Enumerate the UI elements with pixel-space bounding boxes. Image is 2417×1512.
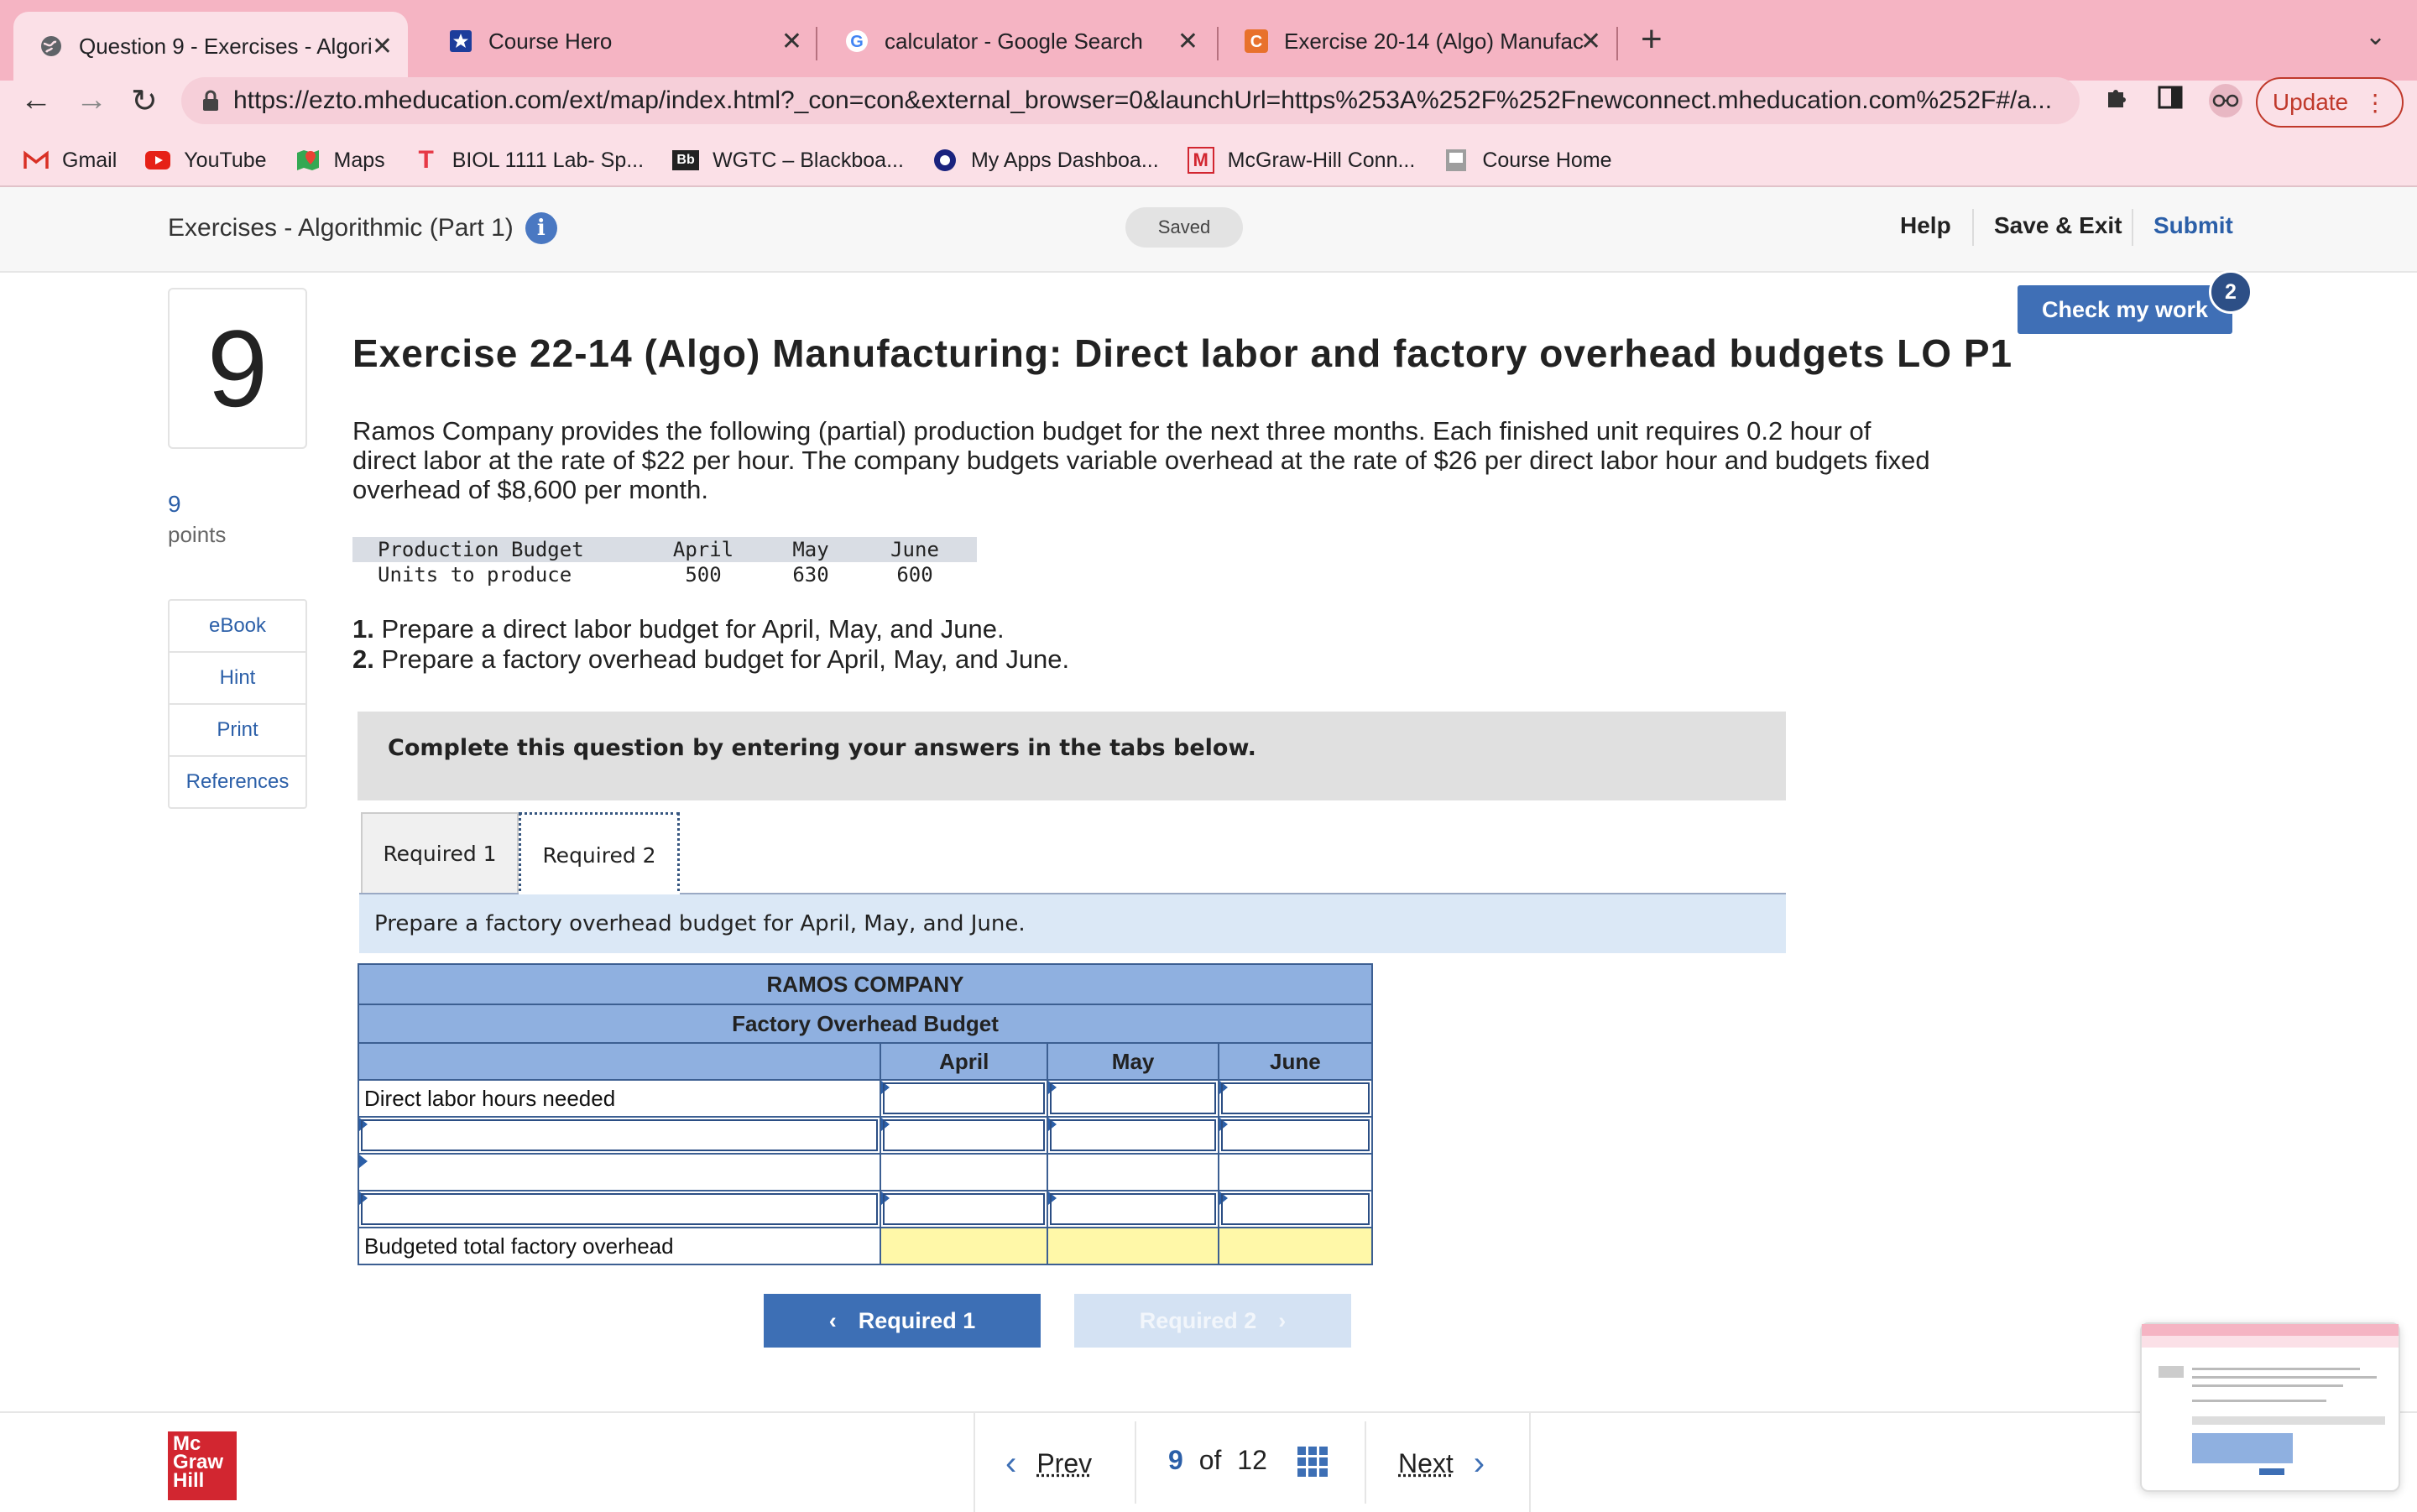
- divider: [1365, 1421, 1366, 1504]
- check-attempts-badge: 2: [2209, 270, 2253, 314]
- row-label-dropdown[interactable]: [358, 1191, 880, 1228]
- may-total: [1047, 1228, 1218, 1264]
- points-value: 9: [168, 491, 181, 517]
- production-budget-table: [352, 537, 977, 587]
- prev-question-button[interactable]: [1005, 1445, 1092, 1483]
- worksheet-company: RAMOS COMPANY: [358, 964, 1372, 1004]
- globe-icon: [39, 34, 64, 59]
- input-box[interactable]: [1221, 1119, 1370, 1151]
- current-question: 9: [1168, 1445, 1183, 1475]
- table-cell: 500: [685, 563, 722, 587]
- print-link[interactable]: Print: [170, 705, 305, 757]
- forward-arrow-icon[interactable]: →: [76, 82, 107, 117]
- info-icon[interactable]: i: [525, 212, 557, 244]
- saved-status-badge: Saved: [1125, 207, 1243, 248]
- factory-overhead-worksheet: [358, 963, 1373, 1265]
- address-bar[interactable]: [181, 77, 2080, 124]
- bookmark-label: BIOL 1111 Lab- Sp...: [452, 148, 645, 172]
- lock-icon: [201, 90, 220, 112]
- table-header: Production Budget: [378, 538, 584, 561]
- screenshot-thumbnail[interactable]: [2140, 1322, 2400, 1492]
- close-tab-icon[interactable]: ✕: [780, 27, 802, 55]
- tab-required-2[interactable]: Required 2: [519, 812, 680, 898]
- question-count: [1168, 1445, 1267, 1476]
- close-tab-icon[interactable]: ✕: [371, 32, 393, 60]
- may-input[interactable]: [1047, 1080, 1218, 1117]
- may-cell: [1047, 1154, 1218, 1191]
- save-exit-link[interactable]: Save & Exit: [1994, 212, 2122, 238]
- logo-text: Hill: [173, 1469, 205, 1492]
- may-input[interactable]: [1047, 1117, 1218, 1154]
- footer-navigation: [0, 1411, 2417, 1512]
- may-input[interactable]: [1047, 1191, 1218, 1228]
- logo-text: Mc: [173, 1432, 201, 1455]
- next-requirement-button[interactable]: [1074, 1294, 1351, 1348]
- bookmark-blackboard[interactable]: [672, 149, 904, 173]
- new-tab-icon[interactable]: +: [1641, 18, 1663, 60]
- logo-text: Graw: [173, 1451, 224, 1473]
- question-number: 9: [168, 288, 307, 449]
- bookmark-icon: T: [418, 146, 434, 174]
- question-grid-icon[interactable]: [1297, 1447, 1328, 1477]
- input-marker-icon: [359, 1155, 368, 1168]
- prev-requirement-button[interactable]: [764, 1294, 1041, 1348]
- mcgraw-hill-logo: [168, 1431, 237, 1500]
- check-my-work-button[interactable]: Check my work: [2018, 285, 2232, 334]
- close-tab-icon[interactable]: ✕: [1177, 27, 1198, 55]
- tab-title: Course Hero: [488, 28, 613, 54]
- assignment-title-text: Exercises - Algorithmic (Part 1): [168, 214, 514, 242]
- chevron-right-icon: ›: [1278, 1307, 1287, 1333]
- table-row: [358, 1080, 1372, 1117]
- gmail-icon: [23, 148, 49, 173]
- bookmark-label: WGTC – Blackboa...: [713, 148, 904, 172]
- back-arrow-icon[interactable]: ←: [20, 82, 52, 117]
- input-box[interactable]: [1221, 1193, 1370, 1225]
- bookmark-label: YouTube: [184, 148, 267, 172]
- tab-divider: [816, 27, 817, 60]
- browser-tab-question[interactable]: [13, 12, 408, 81]
- requirement-text: Prepare a factory overhead budget for April, May, and June.: [373, 644, 1070, 674]
- input-box[interactable]: [883, 1193, 1045, 1225]
- blackboard-icon: Bb: [672, 150, 699, 170]
- row-label-dropdown[interactable]: [358, 1117, 880, 1154]
- table-cell: 600: [896, 563, 933, 587]
- worksheet-title: Factory Overhead Budget: [358, 1004, 1372, 1043]
- bookmark-course-home[interactable]: [1443, 148, 1611, 173]
- input-box[interactable]: [883, 1082, 1045, 1114]
- june-input[interactable]: [1219, 1080, 1372, 1117]
- row-label-dropdown[interactable]: [358, 1154, 880, 1191]
- april-cell: [880, 1154, 1047, 1191]
- tab-required-1[interactable]: Required 1: [361, 812, 519, 893]
- table-row: [358, 1191, 1372, 1228]
- tab-prompt-banner: [359, 894, 1786, 953]
- bookmark-biol[interactable]: [414, 148, 644, 173]
- tab-title: calculator - Google Search: [885, 28, 1143, 54]
- kebab-menu-icon[interactable]: ⋮: [2363, 89, 2388, 116]
- prev-requirement-label: Required 1: [858, 1307, 976, 1333]
- browser-tab-google[interactable]: [819, 15, 1214, 67]
- chevron-down-icon[interactable]: ⌄: [2365, 23, 2387, 50]
- next-question-button[interactable]: [1398, 1445, 1485, 1483]
- bookmark-label: Maps: [333, 148, 385, 172]
- bookmark-label: McGraw-Hill Conn...: [1227, 148, 1416, 172]
- assignment-title: [168, 212, 557, 244]
- column-header-blank: [358, 1043, 880, 1080]
- april-total: [880, 1228, 1047, 1264]
- ebook-link[interactable]: eBook: [170, 601, 305, 653]
- chevron-left-icon: ‹: [1005, 1445, 1017, 1482]
- bookmarks-bar: [0, 134, 2417, 186]
- june-input[interactable]: [1219, 1191, 1372, 1228]
- profile-avatar-icon[interactable]: [2207, 82, 2244, 127]
- points-label: points: [168, 522, 227, 547]
- table-header: April: [672, 538, 734, 561]
- june-input[interactable]: [1219, 1117, 1372, 1154]
- input-box[interactable]: [1050, 1193, 1215, 1225]
- total-questions: 12: [1237, 1445, 1267, 1475]
- chegg-icon: [1244, 29, 1269, 54]
- input-box[interactable]: [883, 1119, 1045, 1151]
- input-box[interactable]: [1050, 1082, 1215, 1114]
- references-link[interactable]: References: [185, 770, 290, 793]
- bookmark-maps[interactable]: [295, 148, 385, 173]
- instruction-banner: [358, 712, 1786, 800]
- next-requirement-label: Required 2: [1139, 1307, 1257, 1333]
- column-header: June: [1219, 1043, 1372, 1080]
- bookmark-label: Gmail: [62, 148, 117, 172]
- divider: [1135, 1421, 1136, 1504]
- column-header: May: [1047, 1043, 1218, 1080]
- chevron-left-icon: ‹: [828, 1307, 837, 1333]
- table-header: June: [890, 538, 939, 561]
- help-link[interactable]: Help: [1900, 212, 1951, 238]
- reload-icon[interactable]: ↻: [131, 84, 158, 119]
- table-row: [358, 1154, 1372, 1191]
- table-row: [358, 1117, 1372, 1154]
- input-box[interactable]: [1050, 1119, 1215, 1151]
- svg-text:C: C: [1250, 33, 1263, 51]
- course-hero-icon: [448, 29, 473, 54]
- hint-link[interactable]: Hint: [170, 653, 305, 705]
- bookmark-mcgraw-hill[interactable]: [1188, 147, 1416, 174]
- requirement-number: 2.: [352, 644, 374, 674]
- tab-title: Question 9 - Exercises - Algori: [79, 33, 373, 59]
- input-box[interactable]: [361, 1119, 878, 1151]
- total-row: [358, 1228, 1372, 1264]
- bookmark-label: Course Home: [1482, 148, 1612, 172]
- divider: [1972, 209, 1974, 246]
- table-row-label: Units to produce: [378, 563, 572, 587]
- april-input[interactable]: [880, 1191, 1047, 1228]
- submit-link[interactable]: Submit: [2153, 212, 2233, 238]
- bookmark-gmail[interactable]: [23, 148, 117, 173]
- question-pager: [974, 1413, 1531, 1512]
- instruction-text: Complete this question by entering your answers in the tabs below.: [388, 735, 1256, 761]
- url-text: https://ezto.mheducation.com/ext/map/index.html?_con=con&external_browser=0&launchUrl=https%253A%252F%252Fnewconnect.mheducation.com%252F#/a...: [233, 86, 2053, 114]
- requirement-tabs: [359, 812, 1786, 894]
- maps-icon: [295, 148, 321, 173]
- exercise-title-text: Exercise 22-14 (Algo) Manufacturing: Direct labor and factory overhead budgets LO P1: [352, 331, 2013, 375]
- course-home-icon: [1443, 148, 1469, 173]
- total-label: Budgeted total factory overhead: [358, 1228, 880, 1264]
- chevron-right-icon: ›: [1473, 1445, 1485, 1482]
- requirement-text: Prepare a direct labor budget for April, May, and June.: [373, 614, 1005, 644]
- bookmark-youtube[interactable]: [145, 148, 266, 173]
- question-prompt: Ramos Company provides the following (partial) production budget for the next three months. Each finished unit requires 0.2 hour of direct labor at the rate of $22 per hour. The company budgets variable overhead at the rate of $26 per direct labor hour and budgets fixed overhead of $8,600 per month.: [352, 416, 1930, 504]
- browser-tab-exercise[interactable]: [1219, 15, 1616, 67]
- close-tab-icon[interactable]: ✕: [1579, 27, 1601, 55]
- apps-dashboard-icon: [932, 148, 958, 173]
- divider: [2132, 209, 2133, 246]
- question-tools: [168, 599, 307, 809]
- requirement-number: 1.: [352, 614, 374, 644]
- prev-label: Prev: [1036, 1448, 1093, 1478]
- google-icon: [844, 29, 869, 54]
- update-label: Update: [2272, 89, 2349, 115]
- browser-tab-strip: [0, 0, 2417, 81]
- update-button[interactable]: [2256, 77, 2404, 128]
- next-label: Next: [1398, 1448, 1454, 1478]
- extensions-puzzle-icon[interactable]: [2103, 84, 2130, 118]
- april-input[interactable]: [880, 1080, 1047, 1117]
- row-label: Direct labor hours needed: [358, 1080, 880, 1117]
- assignment-header: [0, 187, 2417, 273]
- bookmark-my-apps[interactable]: [932, 148, 1159, 173]
- requirement-item: [352, 644, 1069, 675]
- requirement-item: [352, 614, 1069, 644]
- input-box[interactable]: [361, 1193, 878, 1225]
- june-cell: [1219, 1154, 1372, 1191]
- of-label: of: [1198, 1445, 1222, 1475]
- tab-divider: [1616, 27, 1618, 60]
- column-header: April: [880, 1043, 1047, 1080]
- table-header: May: [792, 538, 829, 561]
- browser-tab-course-hero[interactable]: [423, 15, 817, 67]
- mcgraw-hill-icon: M: [1188, 147, 1214, 174]
- svg-text:G: G: [850, 33, 864, 51]
- table-cell: 630: [792, 563, 829, 587]
- bookmark-label: My Apps Dashboa...: [970, 148, 1159, 172]
- input-box[interactable]: [1221, 1082, 1370, 1114]
- june-total: [1219, 1228, 1372, 1264]
- side-panel-icon[interactable]: [2157, 84, 2184, 118]
- tab-prompt-text: Prepare a factory overhead budget for April, May, and June.: [374, 911, 1026, 936]
- tab-title: Exercise 20-14 (Algo) Manufac: [1284, 28, 1584, 54]
- exercise-title: [352, 317, 2013, 375]
- april-input[interactable]: [880, 1117, 1047, 1154]
- requirements-list: [352, 614, 1069, 675]
- youtube-icon: [145, 148, 170, 173]
